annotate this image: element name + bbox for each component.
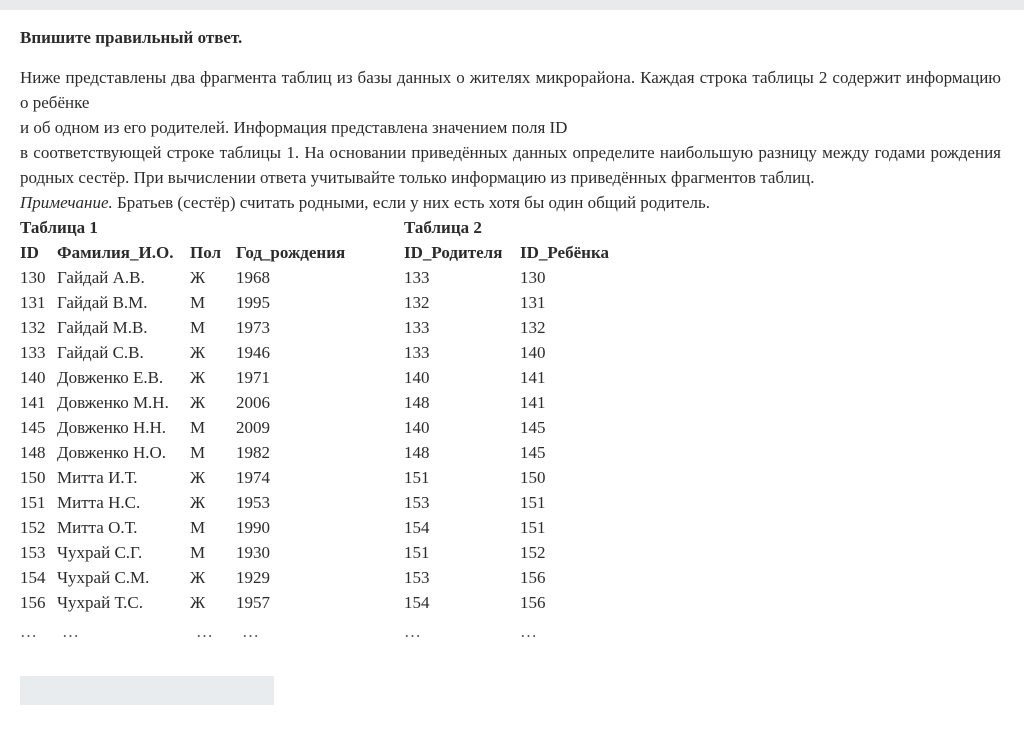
cell-parent-id: 153 bbox=[404, 568, 430, 587]
task-content bbox=[20, 25, 1001, 640]
cell-sex: Ж bbox=[190, 593, 206, 612]
table-row bbox=[404, 465, 546, 490]
cell-id: 131 bbox=[20, 293, 46, 312]
table-2-header-parent: ID_Родителя bbox=[404, 243, 503, 262]
cell-sex: М bbox=[190, 418, 206, 437]
table-row bbox=[404, 265, 546, 290]
cell-sex: Ж bbox=[190, 393, 206, 412]
table-row bbox=[20, 315, 270, 340]
table-1-header-name: Фамилия_И.О. bbox=[57, 243, 174, 262]
cell-child-id: 150 bbox=[520, 468, 546, 487]
cell-id: 150 bbox=[20, 468, 46, 487]
table-1-caption: Таблица 1 bbox=[20, 218, 98, 237]
cell-parent-id: 133 bbox=[404, 268, 430, 287]
table-1 bbox=[20, 215, 346, 643]
table-1-ellipsis-name: … bbox=[62, 622, 79, 641]
table-row bbox=[404, 365, 546, 390]
table-1-ellipsis-row bbox=[20, 615, 259, 643]
cell-id: 145 bbox=[20, 418, 46, 437]
cell-parent-id: 154 bbox=[404, 518, 430, 537]
cell-year: 1930 bbox=[236, 543, 270, 562]
table-1-header-row bbox=[20, 240, 346, 265]
table-row bbox=[404, 540, 546, 565]
cell-sex: М bbox=[190, 518, 206, 537]
table-2-header-row bbox=[404, 240, 609, 265]
cell-parent-id: 151 bbox=[404, 468, 430, 487]
table-row bbox=[20, 365, 270, 390]
cell-name: Митта О.Т. bbox=[57, 518, 138, 537]
task-note bbox=[20, 190, 1001, 215]
table-1-ellipsis-id: … bbox=[20, 622, 37, 641]
table-1-ellipsis-year: … bbox=[242, 622, 259, 641]
cell-sex: М bbox=[190, 443, 206, 462]
cell-id: 152 bbox=[20, 518, 46, 537]
cell-child-id: 130 bbox=[520, 268, 546, 287]
cell-child-id: 156 bbox=[520, 593, 546, 612]
cell-name: Митта И.Т. bbox=[57, 468, 138, 487]
table-row bbox=[404, 565, 546, 590]
cell-year: 1995 bbox=[236, 293, 270, 312]
table-row bbox=[404, 415, 546, 440]
tables-container bbox=[20, 215, 1001, 640]
note-label: Примечание. bbox=[20, 193, 113, 212]
note-text: Братьев (сестёр) считать родными, если у них есть хотя бы один общий родитель. bbox=[112, 193, 711, 212]
table-2-ellipsis-row bbox=[404, 615, 537, 643]
cell-child-id: 131 bbox=[520, 293, 546, 312]
table-row bbox=[20, 490, 270, 515]
cell-id: 132 bbox=[20, 318, 46, 337]
table-row bbox=[404, 490, 546, 515]
cell-year: 1974 bbox=[236, 468, 270, 487]
cell-name: Гайдай А.В. bbox=[57, 268, 145, 287]
table-row bbox=[404, 515, 546, 540]
table-2 bbox=[404, 215, 609, 643]
cell-child-id: 145 bbox=[520, 443, 546, 462]
cell-sex: Ж bbox=[190, 468, 206, 487]
cell-year: 1990 bbox=[236, 518, 270, 537]
table-row bbox=[404, 390, 546, 415]
table-1-ellipsis-sex: … bbox=[196, 622, 213, 641]
cell-id: 130 bbox=[20, 268, 46, 287]
cell-name: Гайдай М.В. bbox=[57, 318, 148, 337]
answer-input[interactable] bbox=[20, 676, 274, 705]
cell-id: 141 bbox=[20, 393, 46, 412]
cell-name: Довженко М.Н. bbox=[57, 393, 169, 412]
cell-child-id: 140 bbox=[520, 343, 546, 362]
cell-id: 153 bbox=[20, 543, 46, 562]
cell-child-id: 156 bbox=[520, 568, 546, 587]
table-row bbox=[404, 590, 546, 615]
cell-name: Чухрай С.Г. bbox=[57, 543, 143, 562]
table-row bbox=[20, 440, 270, 465]
table-2-caption: Таблица 2 bbox=[404, 218, 482, 237]
cell-name: Митта Н.С. bbox=[57, 493, 141, 512]
cell-parent-id: 148 bbox=[404, 393, 430, 412]
cell-year: 2006 bbox=[236, 393, 270, 412]
table-row bbox=[404, 440, 546, 465]
table-2-ellipsis-child: … bbox=[520, 622, 537, 641]
cell-sex: Ж bbox=[190, 343, 206, 362]
cell-sex: М bbox=[190, 318, 206, 337]
cell-child-id: 152 bbox=[520, 543, 546, 562]
table-row bbox=[20, 415, 270, 440]
table-1-header-sex: Пол bbox=[190, 243, 222, 262]
cell-id: 154 bbox=[20, 568, 46, 587]
table-row bbox=[20, 340, 270, 365]
table-row bbox=[404, 315, 546, 340]
task-paragraph-1: Ниже представлены два фрагмента таблиц из базы данных о жителях микрорайона. Каждая строка таблицы 2 содержит информацию о ребёнке bbox=[20, 68, 1001, 112]
cell-id: 148 bbox=[20, 443, 46, 462]
top-bar bbox=[0, 0, 1024, 10]
cell-child-id: 151 bbox=[520, 493, 546, 512]
table-1-body bbox=[20, 265, 270, 615]
cell-parent-id: 151 bbox=[404, 543, 430, 562]
cell-parent-id: 148 bbox=[404, 443, 430, 462]
cell-year: 2009 bbox=[236, 418, 270, 437]
cell-name: Довженко Н.О. bbox=[57, 443, 166, 462]
cell-name: Довженко Н.Н. bbox=[57, 418, 166, 437]
cell-sex: М bbox=[190, 293, 206, 312]
table-2-ellipsis-parent: … bbox=[404, 622, 421, 641]
cell-name: Гайдай В.М. bbox=[57, 293, 148, 312]
table-row bbox=[20, 290, 270, 315]
table-row bbox=[20, 565, 270, 590]
cell-parent-id: 133 bbox=[404, 318, 430, 337]
task-paragraph-2: и об одном из его родителей. Информация представлена значением поля ID bbox=[20, 118, 568, 137]
cell-id: 151 bbox=[20, 493, 46, 512]
cell-year: 1968 bbox=[236, 268, 270, 287]
cell-year: 1957 bbox=[236, 593, 270, 612]
table-2-header-child: ID_Ребёнка bbox=[520, 243, 609, 262]
cell-child-id: 141 bbox=[520, 368, 546, 387]
cell-name: Гайдай С.В. bbox=[57, 343, 144, 362]
table-row bbox=[20, 515, 270, 540]
cell-parent-id: 140 bbox=[404, 368, 430, 387]
table-row bbox=[20, 265, 270, 290]
cell-parent-id: 153 bbox=[404, 493, 430, 512]
table-row bbox=[404, 290, 546, 315]
cell-year: 1929 bbox=[236, 568, 270, 587]
table-1-header-id: ID bbox=[20, 243, 39, 262]
cell-parent-id: 140 bbox=[404, 418, 430, 437]
table-row bbox=[404, 340, 546, 365]
cell-sex: Ж bbox=[190, 368, 206, 387]
cell-sex: М bbox=[190, 543, 206, 562]
cell-name: Довженко Е.В. bbox=[57, 368, 164, 387]
cell-child-id: 151 bbox=[520, 518, 546, 537]
cell-name: Чухрай С.М. bbox=[57, 568, 150, 587]
cell-sex: Ж bbox=[190, 568, 206, 587]
cell-sex: Ж bbox=[190, 493, 206, 512]
cell-name: Чухрай Т.С. bbox=[57, 593, 143, 612]
cell-year: 1971 bbox=[236, 368, 270, 387]
cell-year: 1953 bbox=[236, 493, 270, 512]
cell-sex: Ж bbox=[190, 268, 206, 287]
cell-year: 1982 bbox=[236, 443, 270, 462]
cell-year: 1946 bbox=[236, 343, 270, 362]
cell-parent-id: 132 bbox=[404, 293, 430, 312]
cell-parent-id: 154 bbox=[404, 593, 430, 612]
cell-year: 1973 bbox=[236, 318, 270, 337]
table-2-body bbox=[404, 265, 546, 615]
cell-child-id: 132 bbox=[520, 318, 546, 337]
table-row bbox=[20, 390, 270, 415]
cell-parent-id: 133 bbox=[404, 343, 430, 362]
cell-child-id: 145 bbox=[520, 418, 546, 437]
cell-id: 133 bbox=[20, 343, 46, 362]
cell-id: 140 bbox=[20, 368, 46, 387]
task-paragraph-3: в соответствующей строке таблицы 1. На основании приведённых данных определите наибольшую разницу между годами рождения родных сестёр. При вычислении ответа учитывайте только информацию из приведённых фрагментов таблиц. bbox=[20, 143, 1001, 187]
table-1-header-year: Год_рождения bbox=[236, 243, 346, 262]
cell-id: 156 bbox=[20, 593, 46, 612]
table-row bbox=[20, 590, 270, 615]
table-row bbox=[20, 465, 270, 490]
cell-child-id: 141 bbox=[520, 393, 546, 412]
task-instruction: Впишите правильный ответ. bbox=[20, 28, 243, 47]
table-row bbox=[20, 540, 270, 565]
